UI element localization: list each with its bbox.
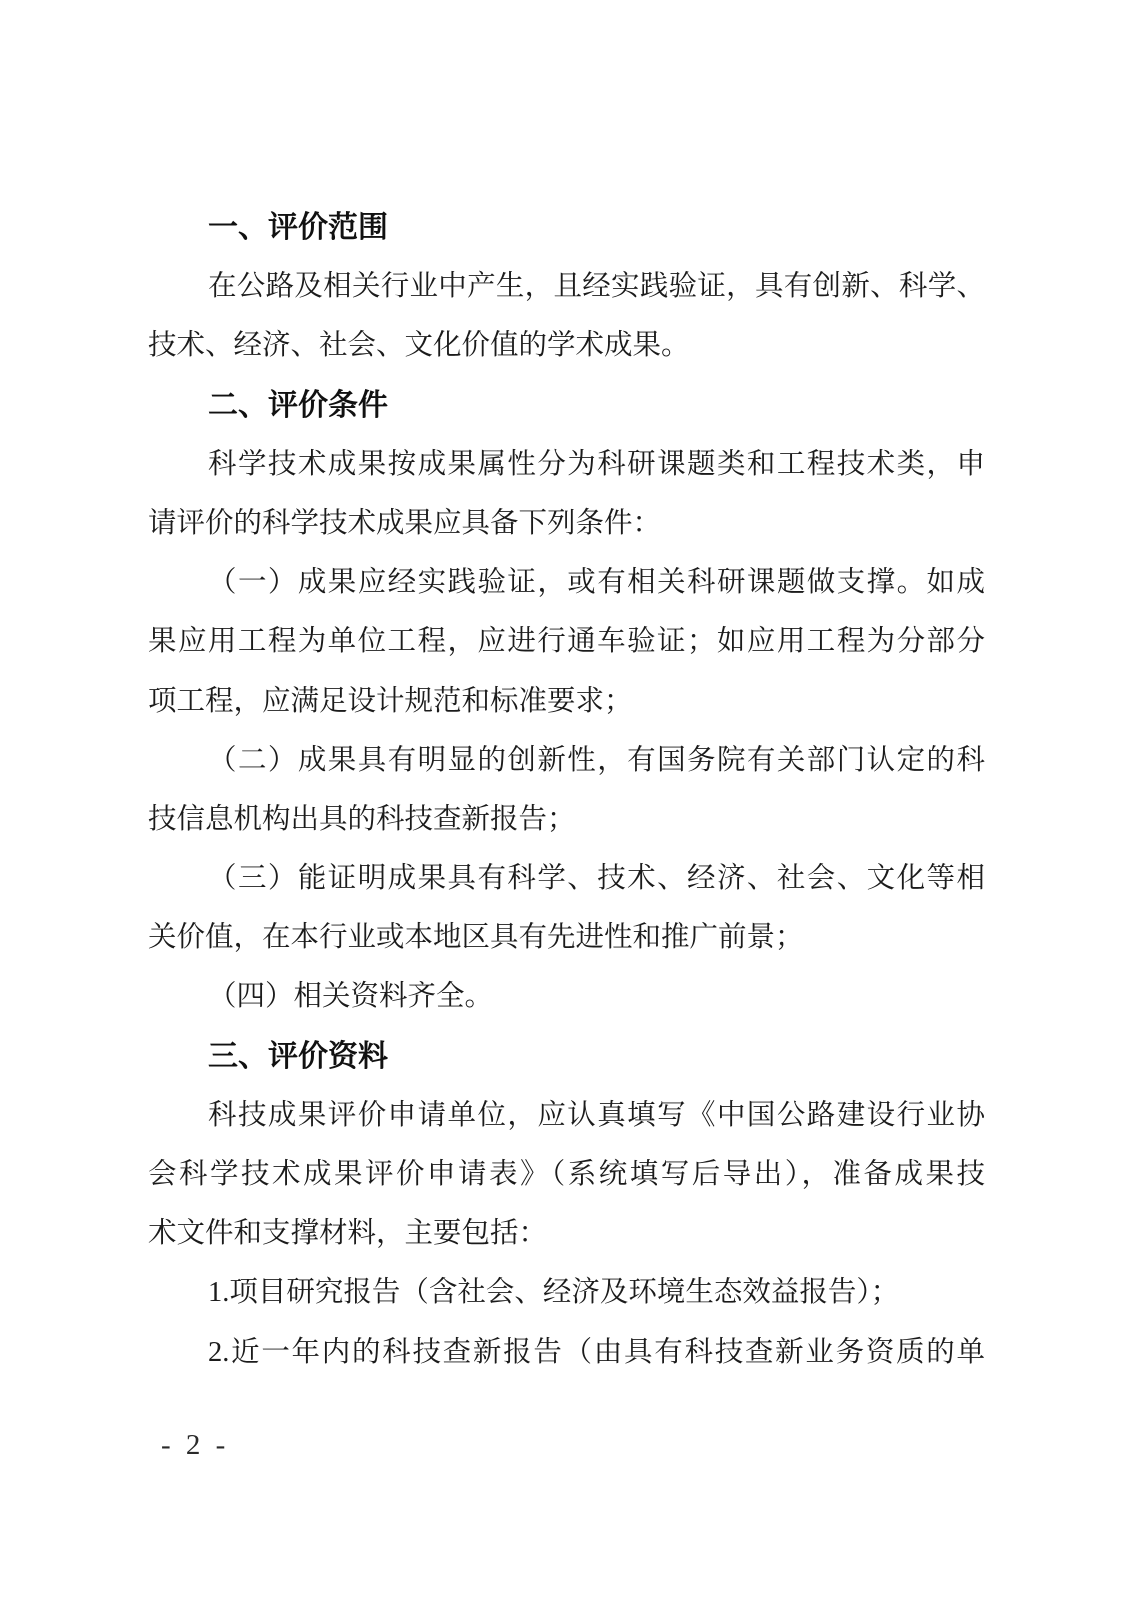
section-heading: 二、评价条件 [208,388,388,422]
section-heading: 一、评价范围 [208,211,388,244]
text-line: 请评价的科学技术成果应具备下列条件： [148,507,662,539]
text-line: 项工程，应满足设计规范和标准要求； [148,685,633,717]
text-line: 会科学技术成果评价申请表》（系统填写后导出），准备成果技 [148,1159,985,1190]
text-line: （四）相关资料齐全。 [208,981,494,1013]
text-line: （三）能证明成果具有科学、技术、经济、社会、文化等相 [208,863,985,895]
text-line: 1.项目研究报告（含社会、经济及环境生态效益报告）； [208,1277,900,1309]
document-body [148,198,985,1382]
text-line: 科学技术成果按成果属性分为科研课题类和工程技术类，申 [208,448,985,480]
page-number: - 2 - [161,1429,230,1461]
text-line: （二）成果具有明显的创新性，有国务院有关部门认定的科 [208,744,985,776]
text-line: 技信息机构出具的科技查新报告； [148,803,576,835]
text-line: （一）成果应经实践验证，或有相关科研课题做支撑。如成 [208,567,985,599]
text-line: 2.近一年内的科技查新报告（由具有科技查新业务资质的单 [208,1336,985,1368]
text-line: 术文件和支撑材料，主要包括： [148,1218,548,1250]
text-line: 科技成果评价申请单位，应认真填写《中国公路建设行业协 [208,1099,985,1131]
text-line: 关价值，在本行业或本地区具有先进性和推广前景； [148,922,804,954]
text-line: 技术、经济、社会、文化价值的学术成果。 [148,330,690,362]
text-line: 果应用工程为单位工程，应进行通车验证；如应用工程为分部分 [148,626,985,658]
text-line: 在公路及相关行业中产生，且经实践验证，具有创新、科学、 [208,271,985,303]
section-heading: 三、评价资料 [208,1039,388,1073]
